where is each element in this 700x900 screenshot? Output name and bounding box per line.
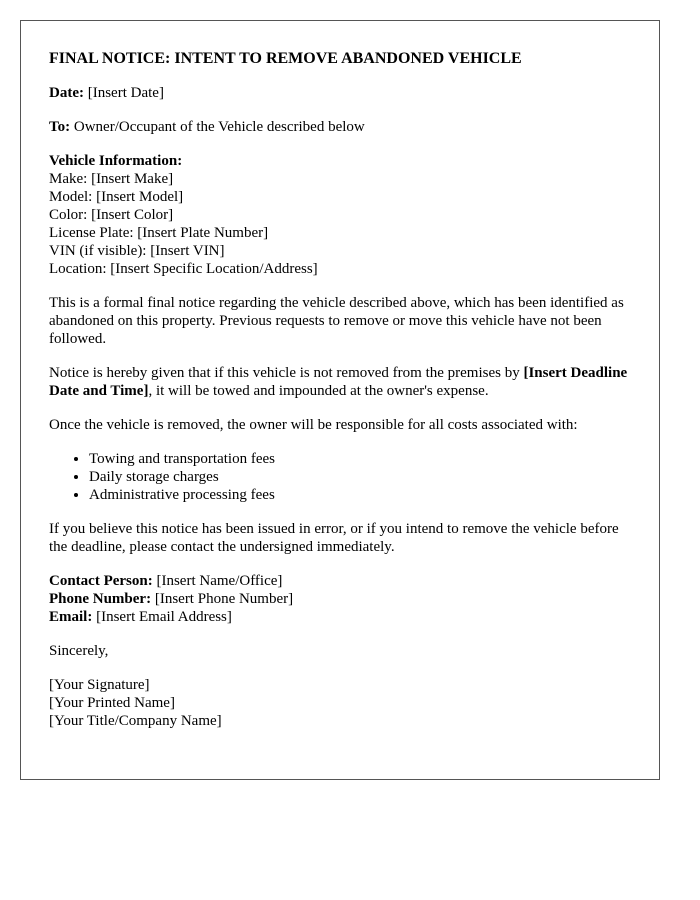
phone-label: Phone Number: <box>49 591 152 607</box>
notice-paragraph: This is a formal final notice regarding the vehicle described above, which has been identified as abandoned on this property. Previous requests to remove or move this vehicle have not been followed. <box>49 295 624 347</box>
contact-person-label: Contact Person: <box>49 573 153 589</box>
phone-line <box>49 590 631 608</box>
phone-value: [Insert Phone Number] <box>151 591 294 607</box>
vehicle-vin: VIN (if visible): [Insert VIN] <box>49 243 225 259</box>
email-line <box>49 608 631 626</box>
contact-person-value: [Insert Name/Office] <box>152 573 283 589</box>
date-label: Date: <box>49 85 84 101</box>
document-title: FINAL NOTICE: INTENT TO REMOVE ABANDONED VEHICLE <box>49 50 522 67</box>
printed-name-line: [Your Printed Name] <box>49 695 175 711</box>
closing: Sincerely, <box>49 643 109 659</box>
costs-list <box>49 450 631 504</box>
deadline-text-after: , it will be towed and impounded at the owner's expense. <box>148 383 489 399</box>
vehicle-color: Color: [Insert Color] <box>49 207 174 223</box>
signature-line: [Your Signature] <box>49 677 150 693</box>
deadline-text-before: Notice is hereby given that if this vehicle is not removed from the premises by <box>49 365 524 381</box>
to-line <box>49 118 631 136</box>
list-item: • Towing and transportation fees <box>89 450 631 468</box>
date-line <box>49 84 631 102</box>
vehicle-location: Location: [Insert Specific Location/Address] <box>49 261 318 277</box>
date-value: [Insert Date] <box>83 85 164 101</box>
signature-block <box>49 676 631 730</box>
list-item: • Administrative processing fees <box>89 486 631 504</box>
to-value: Owner/Occupant of the Vehicle described below <box>70 119 365 135</box>
costs-intro: Once the vehicle is removed, the owner will be responsible for all costs associated with: <box>49 417 578 433</box>
title-company-line: [Your Title/Company Name] <box>49 713 222 729</box>
email-label: Email: <box>49 609 93 625</box>
vehicle-make: Make: [Insert Make] <box>49 171 174 187</box>
vehicle-information <box>49 152 631 278</box>
vehicle-heading: Vehicle Information: <box>49 153 183 169</box>
contact-paragraph: If you believe this notice has been issued in error, or if you intend to remove the vehicle before the deadline, please contact the undersigned immediately. <box>49 521 619 555</box>
vehicle-plate: License Plate: [Insert Plate Number] <box>49 225 269 241</box>
deadline-value: [Insert Deadline Date and Time] <box>49 365 628 399</box>
notice-document <box>20 20 660 780</box>
email-value: [Insert Email Address] <box>92 609 232 625</box>
list-item: • Daily storage charges <box>89 468 631 486</box>
deadline-paragraph <box>49 364 631 400</box>
vehicle-model: Model: [Insert Model] <box>49 189 184 205</box>
contact-block <box>49 572 631 626</box>
contact-person-line <box>49 572 631 590</box>
to-label: To: <box>49 119 71 135</box>
